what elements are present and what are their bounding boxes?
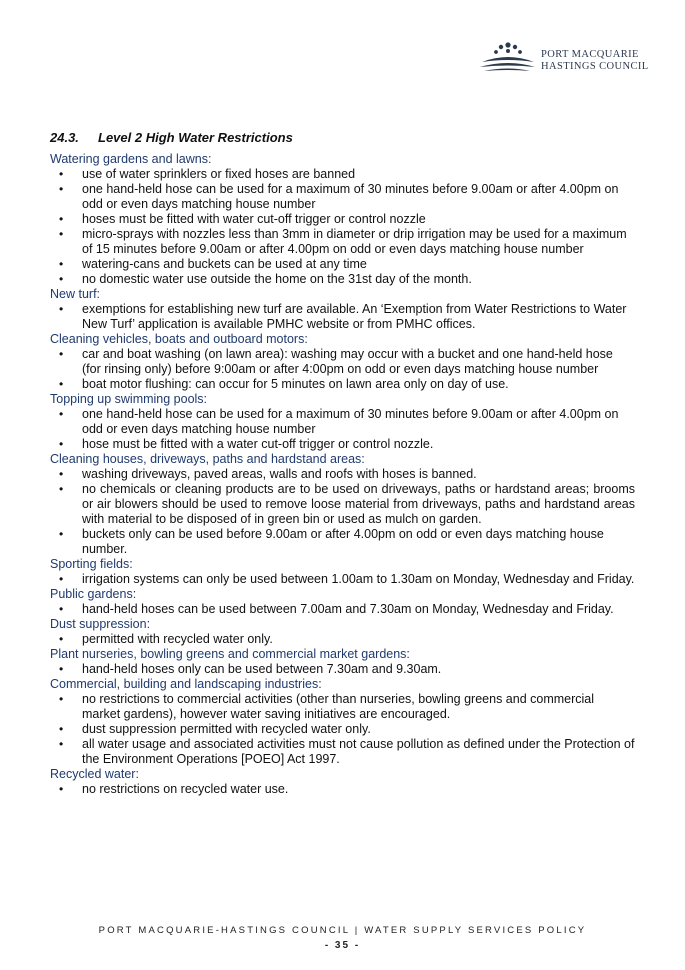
bullet-icon: • <box>59 722 64 736</box>
logo-text-line2: HASTINGS COUNCIL <box>541 61 649 72</box>
list-item <box>50 692 635 722</box>
list-item-text: dust suppression permitted with recycled water only. <box>82 722 371 736</box>
bullet-icon: • <box>59 302 64 316</box>
bullet-list <box>50 632 635 647</box>
bullet-icon: • <box>59 347 64 361</box>
restriction-sections <box>50 152 635 797</box>
section-title: Dust suppression: <box>50 617 151 631</box>
bullet-icon: • <box>59 182 64 196</box>
bullet-icon: • <box>59 377 64 391</box>
list-item <box>50 167 635 182</box>
bullet-list <box>50 572 635 587</box>
bullet-list <box>50 692 635 767</box>
bullet-list <box>50 407 635 452</box>
document-body <box>50 129 635 797</box>
list-item <box>50 437 635 452</box>
list-item-text: hoses must be fitted with water cut-off trigger or control nozzle <box>82 212 426 226</box>
list-item-text: hand-held hoses can be used between 7.00am and 7.30am on Monday, Wednesday and Friday. <box>82 602 614 616</box>
bullet-list <box>50 602 635 617</box>
section-title: Topping up swimming pools: <box>50 392 208 406</box>
list-item-text: permitted with recycled water only. <box>82 632 273 646</box>
list-item-text: use of water sprinklers or fixed hoses are banned <box>82 167 356 181</box>
list-item-text: one hand-held hose can be used for a maximum of 30 minutes before 9.00am or after 4.00pm on odd or even days matching house number <box>82 407 619 436</box>
heading-title: Level 2 High Water Restrictions <box>98 130 293 145</box>
logo-text-line1: PORT MACQUARIE <box>541 49 639 60</box>
bullet-list <box>50 347 635 392</box>
bullet-icon: • <box>59 257 64 271</box>
page-number: - 35 - <box>324 940 361 951</box>
list-item <box>50 572 635 587</box>
list-item <box>50 182 635 212</box>
section-title: Cleaning vehicles, boats and outboard motors: <box>50 332 308 346</box>
list-item-text: all water usage and associated activities must not cause pollution as defined under the Protection of the Environment Operations [POEO] Act 1997. <box>82 737 635 766</box>
bullet-icon: • <box>59 737 64 751</box>
bullet-icon: • <box>59 662 64 676</box>
bullet-icon: • <box>59 167 64 181</box>
bullet-list <box>50 662 635 677</box>
list-item <box>50 467 635 482</box>
list-item-text: car and boat washing (on lawn area): washing may occur with a bucket and one hand-held hose (for rinsing only) before 9:00am or after 4:00pm on odd or even days matching house number <box>82 347 613 376</box>
bullet-icon: • <box>59 467 64 481</box>
bullet-icon: • <box>59 527 64 541</box>
list-item-text: hand-held hoses only can be used between 7.30am and 9.30am. <box>82 662 442 676</box>
section-title: Public gardens: <box>50 587 137 601</box>
list-item <box>50 482 635 527</box>
heading-number: 24.3. <box>50 130 79 145</box>
bullet-icon: • <box>59 692 64 706</box>
list-item-text: watering-cans and buckets can be used at any time <box>82 257 367 271</box>
section-title: New turf: <box>50 287 101 301</box>
bullet-icon: • <box>59 632 64 646</box>
section-title: Cleaning houses, driveways, paths and hardstand areas: <box>50 452 365 466</box>
list-item <box>50 527 635 557</box>
list-item <box>50 782 635 797</box>
list-item <box>50 212 635 227</box>
list-item <box>50 347 635 377</box>
bullet-icon: • <box>59 572 64 586</box>
list-item-text: boat motor flushing: can occur for 5 minutes on lawn area only on day of use. <box>82 377 509 391</box>
list-item <box>50 407 635 437</box>
bullet-icon: • <box>59 407 64 421</box>
bullet-icon: • <box>59 272 64 286</box>
bullet-list <box>50 467 635 557</box>
bullet-list <box>50 167 635 287</box>
list-item <box>50 227 635 257</box>
section-title: Plant nurseries, bowling greens and commercial market gardens: <box>50 647 410 661</box>
list-item-text: one hand-held hose can be used for a maximum of 30 minutes before 9.00am or after 4.00pm on odd or even days matching house number <box>82 182 619 211</box>
list-item <box>50 377 635 392</box>
section-heading <box>50 129 635 146</box>
list-item <box>50 602 635 617</box>
list-item-text: no restrictions on recycled water use. <box>82 782 289 796</box>
list-item-text: buckets only can be used before 9.00am or after 4.00pm on odd or even days matching house number. <box>82 527 604 556</box>
list-item <box>50 272 635 287</box>
list-item-text: irrigation systems can only be used between 1.00am to 1.30am on Monday, Wednesday and Friday. <box>82 572 635 586</box>
list-item-text: no chemicals or cleaning products are to be used on driveways, paths or hardstand areas; brooms or air blowers should be used to remove loose material from driveways, paths and hardstand areas with material to be disposed of in green bin or used as mulch on garden. <box>82 482 635 526</box>
list-item-text: washing driveways, paved areas, walls and roofs with hoses is banned. <box>82 467 477 481</box>
bullet-icon: • <box>59 782 64 796</box>
bullet-icon: • <box>59 227 64 241</box>
section-title: Watering gardens and lawns: <box>50 152 212 166</box>
bullet-icon: • <box>59 212 64 226</box>
bullet-list <box>50 302 635 332</box>
list-item-text: hose must be fitted with a water cut-off trigger or control nozzle. <box>82 437 434 451</box>
page-footer: PORT MACQUARIE-HASTINGS COUNCIL | WATER SUPPLY SERVICES POLICY <box>98 925 587 936</box>
list-item-text: no restrictions to commercial activities (other than nurseries, bowling greens and commercial market gardens), however water saving initiatives are encouraged. <box>82 692 595 721</box>
bullet-icon: • <box>59 602 64 616</box>
council-logo-icon <box>478 40 536 76</box>
list-item-text: exemptions for establishing new turf are available. An ‘Exemption from Water Restrictions to Water New Turf’ application is available PMHC website or from PMHC offices. <box>82 302 627 331</box>
section-title: Recycled water: <box>50 767 139 781</box>
list-item <box>50 722 635 737</box>
bullet-icon: • <box>59 437 64 451</box>
list-item <box>50 302 635 332</box>
list-item-text: micro-sprays with nozzles less than 3mm in diameter or drip irrigation may be used for a maximum of 15 minutes before 9.00am or after 4.00pm on odd or even days matching house number <box>82 227 627 256</box>
bullet-list <box>50 782 635 797</box>
section-title: Sporting fields: <box>50 557 133 571</box>
list-item <box>50 737 635 767</box>
list-item <box>50 662 635 677</box>
council-logo <box>478 40 648 76</box>
section-title: Commercial, building and landscaping industries: <box>50 677 322 691</box>
list-item <box>50 257 635 272</box>
list-item <box>50 632 635 647</box>
list-item-text: no domestic water use outside the home on the 31st day of the month. <box>82 272 472 286</box>
bullet-icon: • <box>59 482 64 496</box>
